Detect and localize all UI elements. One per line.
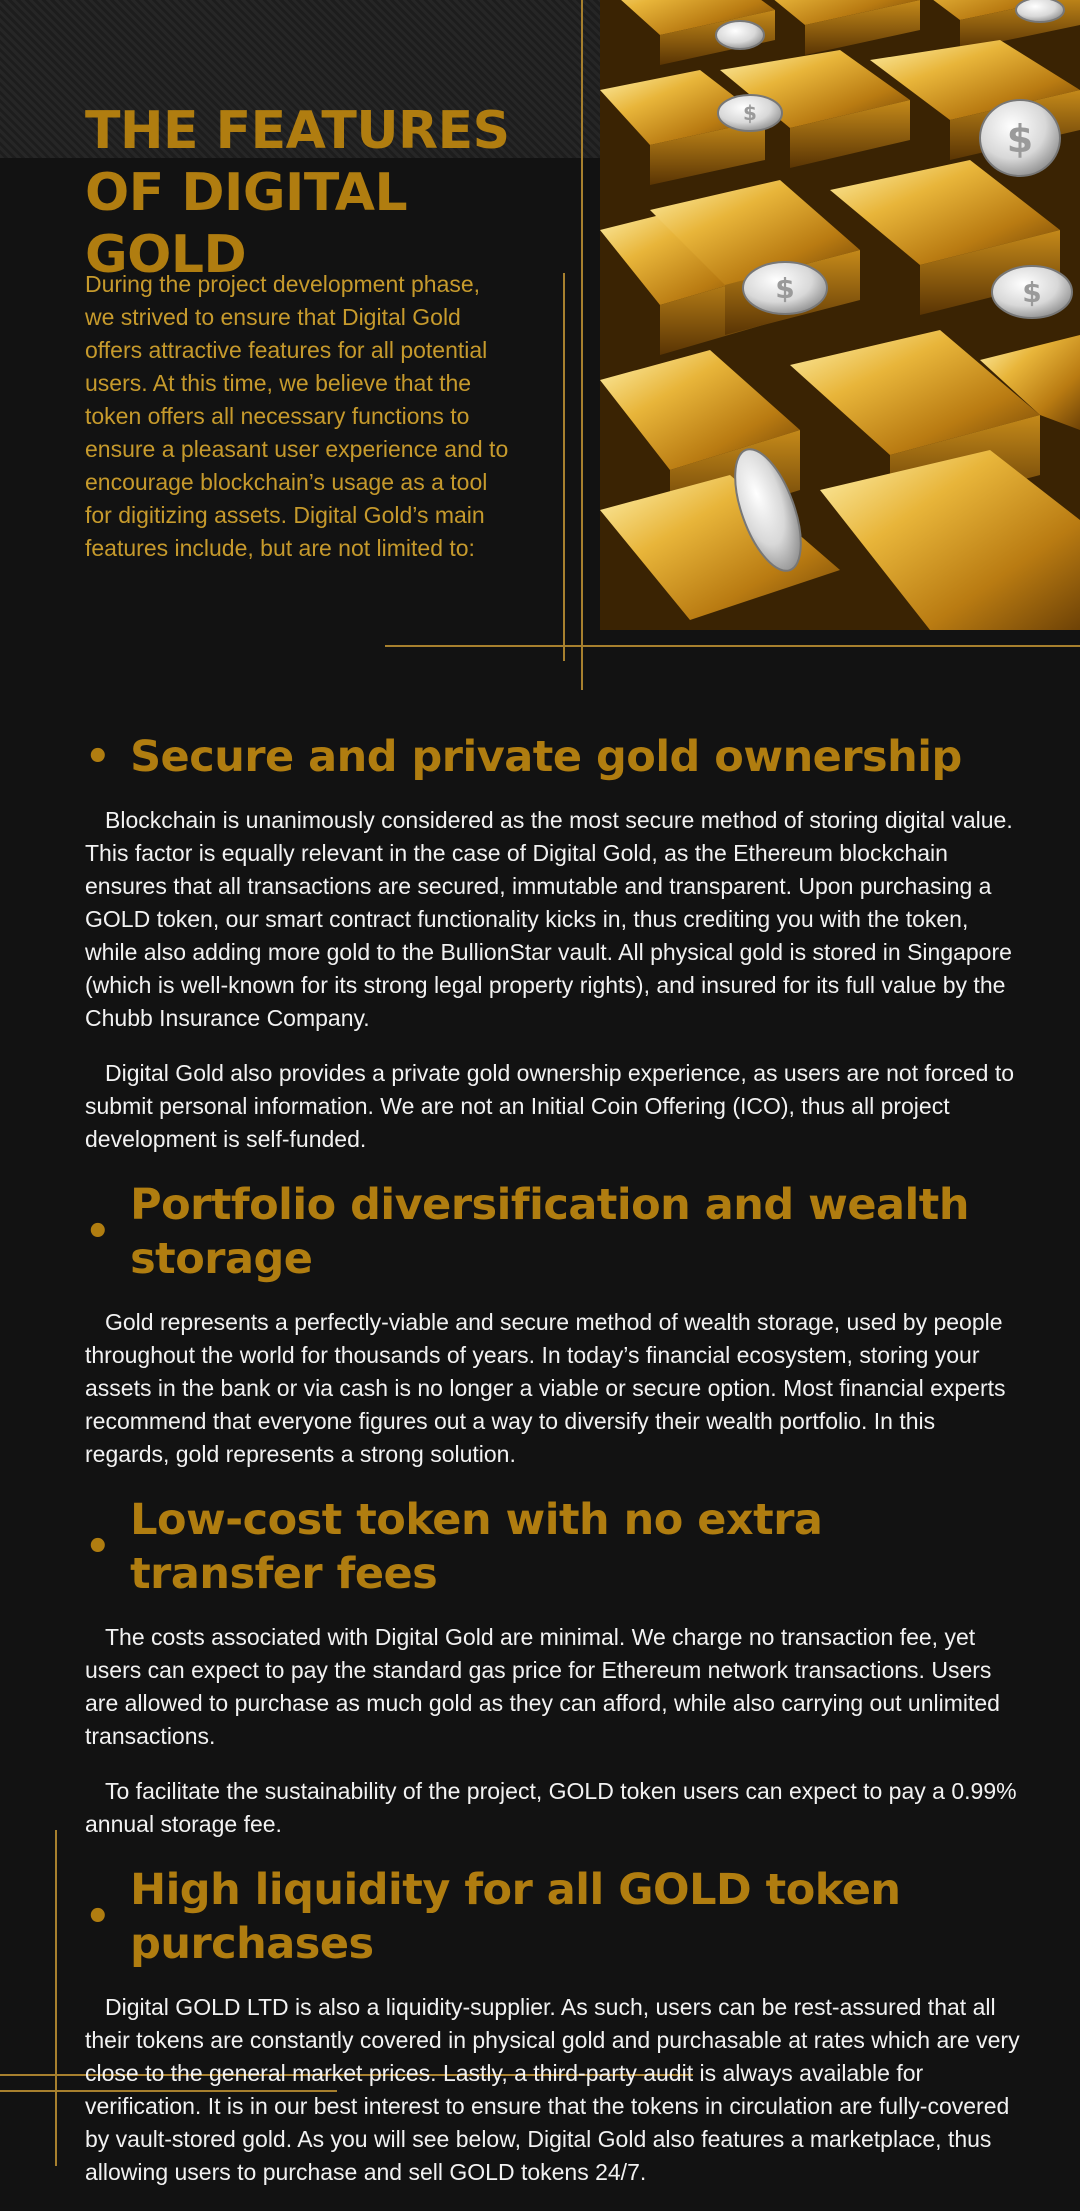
feature-title-text: Low-cost token with no extra transfer fees <box>130 1495 823 1599</box>
gold-bars-image <box>600 0 1080 630</box>
feature-paragraph: Gold represents a perfectly-viable and secure method of wealth storage, used by people throughout the world for thousands of years. In today’s financial ecosystem, storing your assets in the bank or via cash is no longer a viable or secure option. Most financial experts recommend that everyone figures out a way to diversify their wealth portfolio. In this regards, gold represents a strong solution. <box>85 1309 1006 1467</box>
feature-paragraph: Digital Gold also provides a private gold ownership experience, as users are not forced to submit personal information. We are not an Initial Coin Offering (ICO), thus all project development is self-funded. <box>85 1060 1014 1152</box>
feature-paragraph: To facilitate the sustainability of the project, GOLD token users can expect to pay a 0.99% annual storage fee. <box>85 1778 1017 1837</box>
svg-text:$: $ <box>1022 276 1042 309</box>
divider-vertical-bottom <box>55 1830 57 2166</box>
svg-text:$: $ <box>1006 117 1034 161</box>
features-list <box>85 730 1025 2211</box>
feature-paragraph: Blockchain is unanimously considered as the most secure method of storing digital value. This factor is equally relevant in the case of Digital Gold, as the Ethereum blockchain ensures that all transactions are secured, immutable and transparent. Upon purchasing a GOLD token, our smart contract functionality kicks in, thus crediting you with the token, while also adding more gold to the BullionStar vault. All physical gold is stored in Singapore (which is well-known for its strong legal property rights), and insured for its full value by the Chubb Insurance Company. <box>85 807 1013 1031</box>
feature-section-secure-ownership <box>85 730 1025 1156</box>
intro-paragraph: During the project development phase, we strived to ensure that Digital Gold offers attractive features for all potential users. At this time, we believe that the token offers all necessary functions to ensure a pleasant user experience and to encourage blockchain’s usage as a tool for digitizing assets. Digital Gold’s main features include, but are not limited to: <box>85 271 509 561</box>
svg-text:$: $ <box>743 101 757 125</box>
page-title-line-1: THE FEATURES <box>85 101 510 161</box>
feature-title <box>85 1493 1025 1601</box>
bullet-icon: • <box>85 1894 111 1940</box>
divider-vertical-top-left <box>563 273 565 661</box>
bullet-icon: • <box>85 1209 111 1255</box>
svg-text:$: $ <box>775 272 795 305</box>
feature-paragraph: Digital GOLD LTD is also a liquidity-supplier. As such, users can be rest-assured that all their tokens are constantly covered in physical gold and purchasable at rates which are very close to the general market prices. Lastly, a third-party audit is always available for verification. It is in our best interest to ensure that the tokens in circulation are fully-covered by vault-stored gold. As you will see below, Digital Gold also features a marketplace, thus allowing users to purchase and sell GOLD tokens 24/7. <box>85 1994 1020 2185</box>
feature-section-high-liquidity <box>85 1863 1025 2189</box>
divider-horizontal-top <box>385 645 1080 647</box>
divider-vertical-top-right <box>581 0 583 690</box>
feature-title-text: Secure and private gold ownership <box>130 732 962 782</box>
feature-title-text: Portfolio diversification and wealth storage <box>130 1180 969 1284</box>
bullet-icon: • <box>85 734 111 780</box>
feature-title-text: High liquidity for all GOLD token purchases <box>130 1865 901 1969</box>
feature-paragraph: The costs associated with Digital Gold are minimal. We charge no transaction fee, yet users can expect to pay the standard gas price for Ethereum network transactions. Users are allowed to purchase as much gold as they can afford, while also carrying out unlimited transactions. <box>85 1624 1000 1749</box>
page-title <box>85 100 585 286</box>
feature-section-portfolio-diversification <box>85 1178 1025 1471</box>
page-title-line-2: OF DIGITAL GOLD <box>85 163 408 285</box>
bullet-icon: • <box>85 1524 111 1570</box>
feature-title <box>85 730 1025 784</box>
feature-section-low-cost-token <box>85 1493 1025 1841</box>
feature-title <box>85 1178 1025 1286</box>
feature-title <box>85 1863 1025 1971</box>
